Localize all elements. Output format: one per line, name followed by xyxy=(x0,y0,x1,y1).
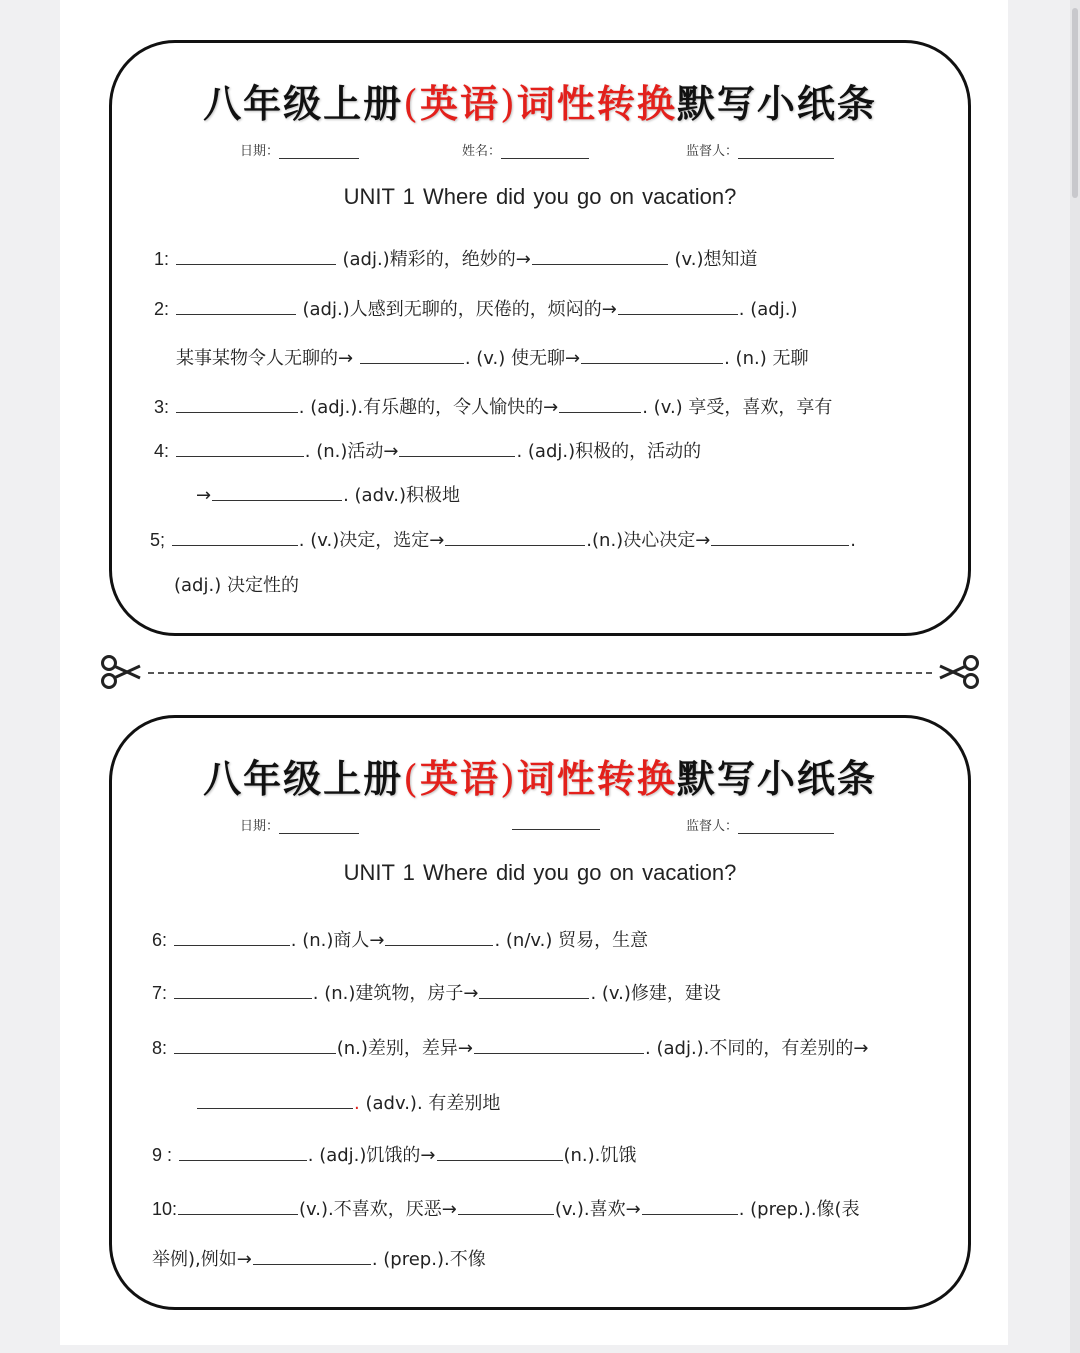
question-7: 7: . (n.)建筑物，房子→ . (v.)修建，建设 xyxy=(152,979,721,1005)
answer-blank[interactable] xyxy=(532,246,668,265)
dictation-card-2 xyxy=(109,715,971,1310)
answer-blank[interactable] xyxy=(581,345,723,364)
answer-blank[interactable] xyxy=(253,1246,371,1265)
answer-blank[interactable] xyxy=(360,345,464,364)
info-row xyxy=(112,140,968,160)
unit-heading: UNIT 1 Where did you go on vacation? xyxy=(343,860,737,885)
question-4: 4: . (n.)活动→ . (adj.)积极的，活动的 xyxy=(154,437,701,463)
question-5-continued: (adj.) 决定性的 xyxy=(174,575,299,596)
answer-blank[interactable] xyxy=(212,482,342,501)
question-9: 9 : . (adj.)饥饿的→ (n.).饥饿 xyxy=(152,1141,636,1167)
question-1: 1: (adj.)精彩的，绝妙的→ (v.)想知道 xyxy=(154,245,758,271)
question-8: 8: (n.)差别，差异→ . (adj.).不同的，有差别的→ xyxy=(152,1034,869,1060)
question-3: 3: . (adj.).有乐趣的，令人愉快的→ . (v.) 享受，喜欢，享有 xyxy=(154,393,832,419)
question-10: 10: (v.).不喜欢，厌恶→ (v.).喜欢→ . (prep.).像(表 xyxy=(152,1195,860,1221)
question-2: 2: (adj.)人感到无聊的，厌倦的，烦闷的→ . (adj.) xyxy=(154,295,797,321)
scissors-icon xyxy=(938,654,980,690)
answer-blank[interactable] xyxy=(174,927,290,946)
answer-blank[interactable] xyxy=(179,1142,307,1161)
question-4-continued: → . (adv.)积极地 xyxy=(196,481,460,507)
card-title: 八年级上册(英语)词性转换默写小纸条 xyxy=(203,756,877,801)
answer-blank[interactable] xyxy=(385,927,493,946)
answer-blank[interactable] xyxy=(474,1035,644,1054)
answer-blank[interactable] xyxy=(458,1196,554,1215)
question-8-continued: . (adv.). 有差别地 xyxy=(196,1089,500,1115)
answer-blank[interactable] xyxy=(559,394,641,413)
answer-blank[interactable] xyxy=(172,527,298,546)
answer-blank[interactable] xyxy=(445,527,585,546)
supervisor-field[interactable]: 监督人： xyxy=(686,815,834,834)
card-title: 八年级上册(英语)词性转换默写小纸条 xyxy=(203,81,877,126)
answer-blank[interactable] xyxy=(178,1196,298,1215)
answer-blank[interactable] xyxy=(642,1196,738,1215)
question-6: 6: . (n.)商人→ . (n/v.) 贸易，生意 xyxy=(152,926,648,952)
answer-blank[interactable] xyxy=(176,438,304,457)
answer-blank[interactable] xyxy=(197,1090,353,1109)
name-field[interactable]: 姓名： xyxy=(462,140,589,159)
name-field[interactable] xyxy=(512,815,600,830)
answer-blank[interactable] xyxy=(437,1142,563,1161)
answer-blank[interactable] xyxy=(399,438,515,457)
question-5: 5; . (v.)决定，选定→ .(n.)决心决定→ . xyxy=(150,526,856,552)
supervisor-field[interactable]: 监督人： xyxy=(686,140,834,159)
answer-blank[interactable] xyxy=(174,980,312,999)
info-row xyxy=(112,815,968,835)
answer-blank[interactable] xyxy=(176,296,296,315)
answer-blank[interactable] xyxy=(176,246,336,265)
scrollbar[interactable] xyxy=(1070,0,1080,1353)
answer-blank[interactable] xyxy=(174,1035,336,1054)
answer-blank[interactable] xyxy=(618,296,738,315)
answer-blank[interactable] xyxy=(176,394,298,413)
answer-blank[interactable] xyxy=(711,527,849,546)
question-2-continued: 某事某物令人无聊的→ . (v.) 使无聊→ . (n.) 无聊 xyxy=(176,344,808,370)
cut-line-divider xyxy=(100,652,980,692)
dictation-card-1 xyxy=(109,40,971,636)
answer-blank[interactable] xyxy=(479,980,589,999)
unit-heading: UNIT 1 Where did you go on vacation? xyxy=(343,184,737,209)
date-field[interactable]: 日期： xyxy=(240,140,359,159)
date-field[interactable]: 日期： xyxy=(240,815,359,834)
question-10-continued: 举例),例如→ . (prep.).不像 xyxy=(152,1245,486,1271)
scissors-icon xyxy=(100,654,142,690)
scrollbar-thumb[interactable] xyxy=(1072,8,1078,198)
